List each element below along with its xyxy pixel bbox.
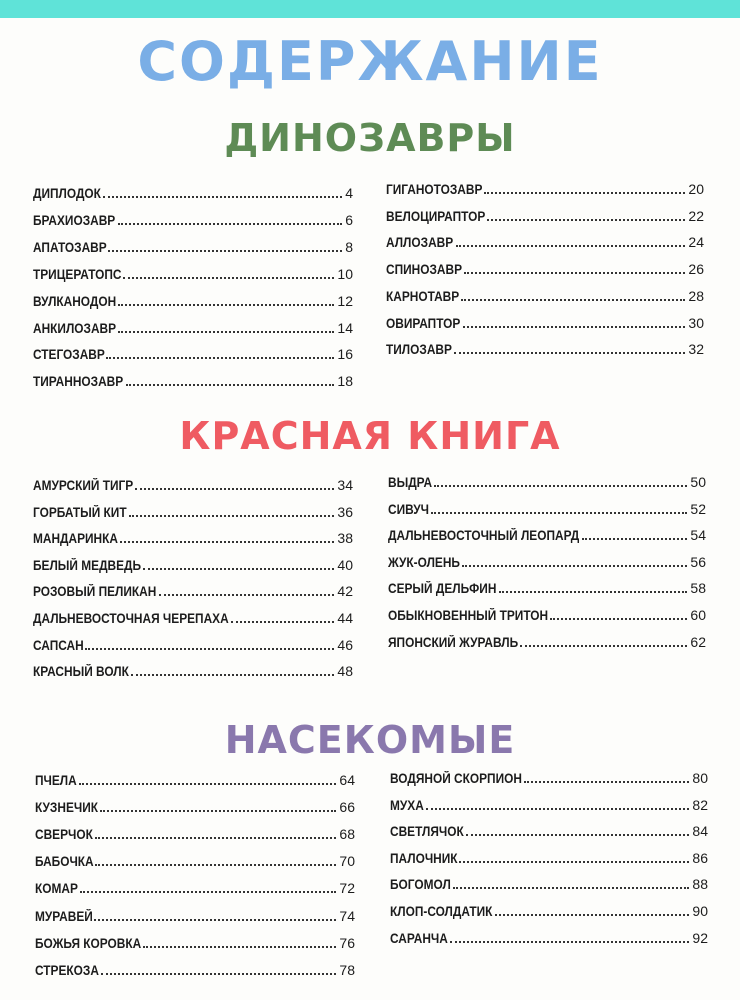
toc-entry-page: 36 bbox=[337, 503, 353, 520]
toc-entry bbox=[33, 583, 353, 605]
toc-entry-name: АПАТОЗАВР bbox=[33, 239, 107, 255]
toc-entry bbox=[35, 962, 355, 984]
toc-entry-name: БОЖЬЯ КОРОВКА bbox=[35, 935, 142, 951]
dot-leader bbox=[106, 357, 334, 359]
toc-entry-page: 24 bbox=[688, 234, 704, 251]
toc-entry-page: 38 bbox=[337, 530, 353, 547]
toc-entry-page: 70 bbox=[339, 853, 355, 870]
toc-entry-page: 10 bbox=[337, 265, 353, 282]
toc-entry-name: ГИГАНОТОЗАВР bbox=[386, 182, 483, 197]
toc-entry-name: МАНДАРИНКА bbox=[33, 531, 118, 547]
toc-entry-name: ЯПОНСКИЙ ЖУРАВЛЬ bbox=[388, 634, 519, 650]
toc-entry-name: БРАХИОЗАВР bbox=[33, 212, 116, 228]
dot-leader bbox=[461, 299, 685, 301]
toc-entry-page: 60 bbox=[690, 607, 706, 623]
section-title-red-book: КРАСНАЯ КНИГА bbox=[179, 414, 561, 458]
toc-entry bbox=[35, 772, 355, 794]
section-title-insects: НАСЕКОМЫЕ bbox=[224, 718, 516, 762]
toc-entry-page: 46 bbox=[337, 636, 353, 653]
toc-entry bbox=[35, 826, 355, 848]
dot-leader bbox=[484, 192, 686, 194]
toc-entry-name: ДАЛЬНЕВОСТОЧНАЯ ЧЕРЕПАХА bbox=[33, 611, 229, 626]
toc-entry bbox=[33, 610, 353, 632]
toc-entry-page: 64 bbox=[339, 772, 355, 788]
toc-entry-name: СТРЕКОЗА bbox=[35, 962, 99, 978]
dot-leader bbox=[450, 941, 690, 943]
dot-leader bbox=[487, 219, 685, 221]
dot-leader bbox=[524, 781, 690, 783]
dot-leader bbox=[80, 891, 337, 893]
dot-leader bbox=[495, 914, 690, 916]
toc-entry-name: КУЗНЕЧИК bbox=[35, 800, 99, 816]
toc-entry-page: 56 bbox=[690, 553, 706, 570]
toc-entry-name: ТРИЦЕРАТОПС bbox=[33, 266, 122, 282]
toc-entry bbox=[390, 797, 708, 819]
toc-entry-page: 40 bbox=[337, 556, 353, 573]
dot-leader bbox=[135, 488, 334, 490]
dot-leader bbox=[143, 568, 335, 570]
dot-leader bbox=[131, 674, 335, 676]
toc-entry-name: ПАЛОЧНИК bbox=[390, 850, 458, 866]
toc-entry bbox=[388, 580, 706, 602]
toc-entry bbox=[386, 234, 704, 256]
toc-entry-page: 72 bbox=[339, 880, 355, 897]
dot-leader bbox=[466, 834, 690, 836]
toc-entry-page: 12 bbox=[337, 292, 353, 309]
dot-leader bbox=[464, 272, 685, 274]
toc-entry-page: 68 bbox=[339, 826, 355, 843]
toc-entry-name: ТИРАННОЗАВР bbox=[33, 374, 124, 390]
dot-leader bbox=[431, 512, 688, 514]
dot-leader bbox=[95, 837, 337, 839]
dot-leader bbox=[463, 326, 686, 328]
toc-entry-name: СТЕГОЗАВР bbox=[33, 347, 105, 363]
dot-leader bbox=[550, 618, 687, 620]
toc-entry bbox=[35, 799, 355, 821]
toc-entry bbox=[390, 876, 708, 898]
toc-entry-name: КРАСНЫЙ ВОЛК bbox=[33, 664, 129, 680]
toc-entry bbox=[390, 903, 708, 925]
toc-entry-page: 32 bbox=[688, 341, 704, 358]
toc-entry-page: 78 bbox=[339, 961, 355, 978]
toc-entry-page: 80 bbox=[692, 770, 708, 786]
toc-entry-page: 44 bbox=[337, 610, 353, 626]
toc-entry bbox=[33, 504, 353, 526]
toc-entry-name: ТИЛОЗАВР bbox=[386, 342, 452, 358]
toc-entry-name: СВЕТЛЯЧОК bbox=[390, 824, 464, 840]
toc-entry-page: 90 bbox=[692, 903, 708, 919]
toc-entry bbox=[386, 181, 704, 203]
dot-leader bbox=[499, 591, 688, 593]
toc-entry-page: 42 bbox=[337, 583, 353, 600]
dot-leader bbox=[129, 515, 334, 517]
toc-entry-name: КАРНОТАВР bbox=[386, 288, 460, 304]
toc-entry-page: 88 bbox=[692, 876, 708, 893]
dot-leader bbox=[94, 919, 336, 921]
toc-entry-name: САРАНЧА bbox=[390, 930, 448, 946]
toc-entry bbox=[33, 212, 353, 234]
toc-entry bbox=[33, 477, 353, 499]
toc-entry-name: ОБЫКНОВЕННЫЙ ТРИТОН bbox=[388, 608, 549, 623]
toc-entry-name: ГОРБАТЫЙ КИТ bbox=[33, 504, 127, 520]
toc-entry-name: РОЗОВЫЙ ПЕЛИКАН bbox=[33, 584, 157, 600]
toc-entry-name: ВОДЯНОЙ СКОРПИОН bbox=[390, 771, 522, 786]
dot-leader bbox=[101, 973, 337, 975]
toc-entry-name: МУХА bbox=[390, 797, 424, 813]
toc-entry bbox=[33, 373, 353, 395]
toc-entry-name: СВЕРЧОК bbox=[35, 827, 93, 843]
dot-leader bbox=[520, 645, 687, 647]
toc-entry-page: 20 bbox=[688, 181, 704, 197]
toc-entry bbox=[388, 527, 706, 549]
dot-leader bbox=[454, 352, 686, 354]
toc-entry bbox=[386, 315, 704, 337]
toc-entry-page: 92 bbox=[692, 929, 708, 946]
toc-entry-name: СИВУЧ bbox=[388, 501, 429, 517]
page-title: СОДЕРЖАНИЕ bbox=[137, 30, 603, 93]
dot-leader bbox=[118, 304, 335, 306]
toc-entry-name: СЕРЫЙ ДЕЛЬФИН bbox=[388, 581, 497, 597]
toc-entry-name: КОМАР bbox=[35, 881, 78, 897]
toc-entry bbox=[390, 823, 708, 845]
toc-entry-name: ПЧЕЛА bbox=[35, 773, 77, 788]
toc-entry bbox=[388, 634, 706, 656]
toc-entry-page: 4 bbox=[345, 185, 353, 201]
toc-entry-name: ВЕЛОЦИРАПТОР bbox=[386, 208, 486, 224]
toc-entry-name: ОВИРАПТОР bbox=[386, 315, 461, 331]
toc-entry bbox=[388, 501, 706, 523]
toc-entry-name: АЛЛОЗАВР bbox=[386, 235, 454, 251]
dot-leader bbox=[108, 250, 342, 252]
toc-entry-page: 34 bbox=[337, 477, 353, 493]
toc-entry-name: ВЫДРА bbox=[388, 475, 433, 490]
toc-entry bbox=[35, 853, 355, 875]
dot-leader bbox=[79, 783, 336, 785]
toc-entry-page: 76 bbox=[339, 934, 355, 951]
dot-leader bbox=[103, 196, 342, 198]
toc-entry bbox=[33, 346, 353, 368]
dot-leader bbox=[453, 887, 690, 889]
dot-leader bbox=[434, 485, 687, 487]
toc-entry-page: 52 bbox=[690, 500, 706, 517]
toc-entry bbox=[33, 530, 353, 552]
toc-entry-page: 28 bbox=[688, 287, 704, 304]
toc-entry-page: 22 bbox=[688, 207, 704, 224]
toc-entry bbox=[388, 474, 706, 496]
toc-entry-page: 26 bbox=[688, 261, 704, 278]
toc-entry bbox=[390, 930, 708, 952]
toc-entry bbox=[386, 208, 704, 230]
toc-entry-page: 48 bbox=[337, 663, 353, 680]
dot-leader bbox=[159, 594, 335, 596]
toc-entry-name: САПСАН bbox=[33, 637, 84, 653]
toc-entry-page: 66 bbox=[339, 799, 355, 816]
toc-entry bbox=[33, 663, 353, 685]
toc-entry-name: АНКИЛОЗАВР bbox=[33, 320, 117, 336]
toc-entry bbox=[33, 266, 353, 288]
dot-leader bbox=[118, 223, 343, 225]
toc-entry bbox=[390, 850, 708, 872]
dot-leader bbox=[85, 648, 334, 650]
toc-entry bbox=[388, 554, 706, 576]
dot-leader bbox=[459, 861, 689, 863]
toc-entry-name: СПИНОЗАВР bbox=[386, 262, 463, 278]
toc-entry-name: БАБОЧКА bbox=[35, 854, 94, 870]
section-title-dinosaurs: ДИНОЗАВРЫ bbox=[224, 116, 516, 160]
dot-leader bbox=[95, 864, 336, 866]
dot-leader bbox=[143, 946, 337, 948]
toc-entry-page: 86 bbox=[692, 849, 708, 866]
toc-entry-page: 14 bbox=[337, 319, 353, 336]
toc-entry bbox=[33, 293, 353, 315]
dot-leader bbox=[231, 621, 334, 623]
toc-entry bbox=[35, 935, 355, 957]
dot-leader bbox=[456, 245, 686, 247]
toc-entry bbox=[388, 607, 706, 629]
toc-entry bbox=[33, 239, 353, 261]
dot-leader bbox=[426, 808, 689, 810]
toc-entry bbox=[33, 185, 353, 207]
top-color-band bbox=[0, 0, 740, 18]
toc-entry bbox=[33, 557, 353, 579]
toc-entry-page: 8 bbox=[345, 238, 353, 255]
dot-leader bbox=[582, 538, 688, 540]
toc-entry bbox=[390, 770, 708, 792]
toc-entry bbox=[35, 908, 355, 930]
dot-leader bbox=[462, 565, 688, 567]
toc-entry-page: 18 bbox=[337, 373, 353, 390]
toc-entry bbox=[33, 637, 353, 659]
toc-entry-name: БОГОМОЛ bbox=[390, 877, 451, 893]
dot-leader bbox=[126, 384, 335, 386]
toc-entry-page: 58 bbox=[690, 580, 706, 597]
dot-leader bbox=[100, 810, 337, 812]
toc-entry-page: 16 bbox=[337, 346, 353, 363]
dot-leader bbox=[120, 541, 335, 543]
toc-entry-name: ЖУК-ОЛЕНЬ bbox=[388, 554, 460, 570]
toc-entry-name: ВУЛКАНОДОН bbox=[33, 293, 117, 309]
toc-entry-page: 54 bbox=[690, 527, 706, 544]
toc-entry-name: ДАЛЬНЕВОСТОЧНЫЙ ЛЕОПАРД bbox=[388, 528, 580, 544]
toc-entry-page: 30 bbox=[688, 314, 704, 331]
toc-entry bbox=[386, 341, 704, 363]
toc-entry-page: 74 bbox=[339, 907, 355, 924]
toc-entry bbox=[386, 288, 704, 310]
toc-entry bbox=[33, 320, 353, 342]
toc-entry bbox=[35, 880, 355, 902]
toc-entry-name: АМУРСКИЙ ТИГР bbox=[33, 478, 134, 493]
toc-entry-page: 62 bbox=[690, 633, 706, 650]
toc-entry bbox=[386, 261, 704, 283]
toc-entry-name: ДИПЛОДОК bbox=[33, 186, 101, 201]
toc-entry-page: 82 bbox=[692, 796, 708, 813]
dot-leader bbox=[123, 277, 334, 279]
toc-entry-page: 84 bbox=[692, 823, 708, 840]
toc-entry-name: КЛОП-СОЛДАТИК bbox=[390, 904, 493, 919]
dot-leader bbox=[118, 331, 334, 333]
toc-entry-page: 6 bbox=[345, 211, 353, 228]
toc-entry-page: 50 bbox=[690, 474, 706, 490]
toc-entry-name: МУРАВЕЙ bbox=[35, 908, 93, 924]
toc-entry-name: БЕЛЫЙ МЕДВЕДЬ bbox=[33, 557, 142, 573]
